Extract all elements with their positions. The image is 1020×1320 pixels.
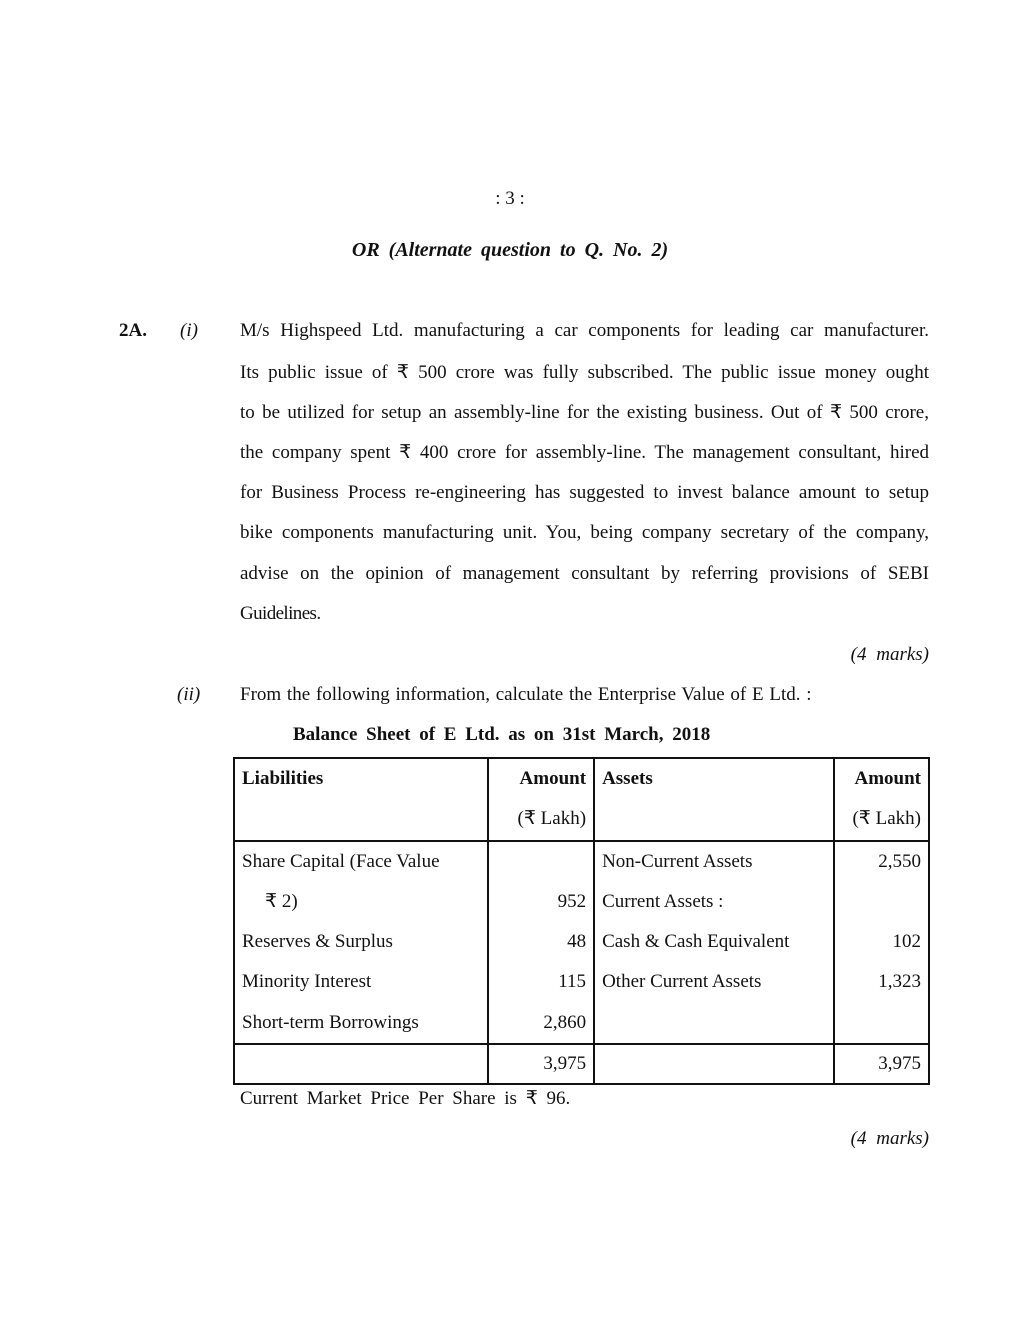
header-liabilities: Liabilities <box>234 758 488 799</box>
liability-label: Share Capital (Face Value <box>234 841 488 882</box>
table-row <box>234 841 929 882</box>
table-row <box>234 882 929 922</box>
question-number: 2A. <box>119 320 147 341</box>
empty-cell <box>234 1044 488 1084</box>
liabilities-total: 3,975 <box>488 1044 594 1084</box>
liability-label: Reserves & Surplus <box>234 922 488 962</box>
part-ii-intro: From the following information, calculate the Enterprise Value of E Ltd. : <box>240 684 812 705</box>
text-line: for Business Process re-engineering has suggested to invest balance amount to setup <box>240 482 929 503</box>
header-amount-assets: Amount <box>834 758 929 799</box>
table-row <box>234 962 929 1002</box>
text-line: Guidelines. <box>240 603 321 624</box>
header-assets: Assets <box>594 758 834 799</box>
liability-amount: 115 <box>488 962 594 1002</box>
liability-label: Minority Interest <box>234 962 488 1002</box>
table-title: Balance Sheet of E Ltd. as on 31st March, 2018 <box>293 724 711 745</box>
asset-label: Other Current Assets <box>594 962 834 1002</box>
liability-amount: 2,860 <box>488 1003 594 1044</box>
asset-amount: 1,323 <box>834 962 929 1002</box>
asset-label: Cash & Cash Equivalent <box>594 922 834 962</box>
asset-amount <box>834 1003 929 1044</box>
empty-cell <box>594 1044 834 1084</box>
text-line: Its public issue of ₹ 500 crore was fully subscribed. The public issue money ought <box>240 362 929 383</box>
text-line: M/s Highspeed Ltd. manufacturing a car components for leading car manufacturer. <box>240 320 929 341</box>
asset-label: Non-Current Assets <box>594 841 834 882</box>
table-row <box>234 1003 929 1044</box>
liability-amount <box>488 841 594 882</box>
asset-label: Current Assets : <box>594 882 834 922</box>
table-row <box>234 922 929 962</box>
unit-liabilities: (₹ Lakh) <box>488 799 594 840</box>
marks-part-ii: (4 marks) <box>850 1128 929 1149</box>
text-line: the company spent ₹ 400 crore for assembly-line. The management consultant, hired <box>240 442 929 463</box>
liability-label: ₹ 2) <box>234 882 488 922</box>
section-heading: OR (Alternate question to Q. No. 2) <box>351 239 669 261</box>
page-number: : 3 : <box>495 188 525 209</box>
text-line: to be utilized for setup an assembly-line for the existing business. Out of ₹ 500 crore, <box>240 402 929 423</box>
empty-cell <box>234 799 488 840</box>
unit-assets: (₹ Lakh) <box>834 799 929 840</box>
balance-sheet-table <box>233 757 930 1085</box>
market-price-note: Current Market Price Per Share is ₹ 96. <box>240 1088 571 1109</box>
table-header-units-row <box>234 799 929 840</box>
marks-part-i: (4 marks) <box>850 644 929 665</box>
liability-amount: 48 <box>488 922 594 962</box>
asset-amount: 2,550 <box>834 841 929 882</box>
part-label-i: (i) <box>180 320 198 341</box>
text-line: bike components manufacturing unit. You, being company secretary of the company, <box>240 522 929 543</box>
header-amount-liabilities: Amount <box>488 758 594 799</box>
liability-amount: 952 <box>488 882 594 922</box>
assets-total: 3,975 <box>834 1044 929 1084</box>
part-label-ii: (ii) <box>177 684 201 705</box>
asset-amount <box>834 882 929 922</box>
liability-label: Short-term Borrowings <box>234 1003 488 1044</box>
table-total-row <box>234 1044 929 1084</box>
asset-amount: 102 <box>834 922 929 962</box>
text-line: advise on the opinion of management consultant by referring provisions of SEBI <box>240 563 929 584</box>
table-header-row <box>234 758 929 799</box>
asset-label <box>594 1003 834 1044</box>
empty-cell <box>594 799 834 840</box>
